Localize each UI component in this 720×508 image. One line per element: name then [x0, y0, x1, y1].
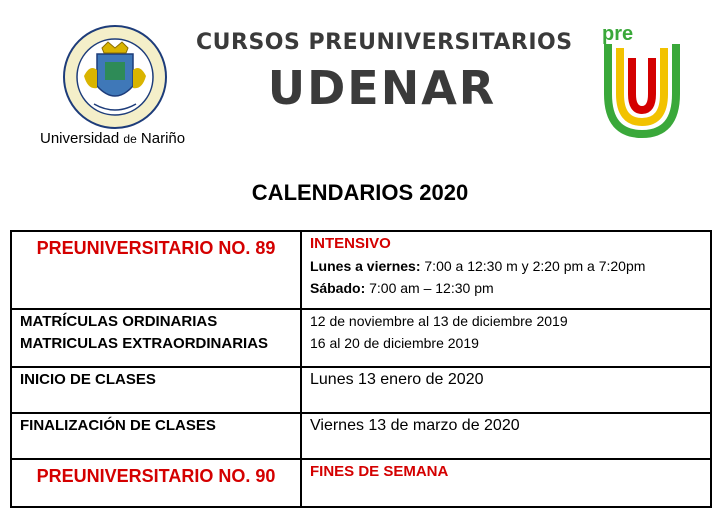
table-row — [11, 413, 711, 459]
preu-logo-icon — [600, 22, 684, 138]
row-label: INICIO DE CLASES — [20, 371, 156, 388]
schedule-title: INTENSIVO — [310, 235, 391, 252]
schedule-title: FINES DE SEMANA — [310, 463, 449, 480]
program-title — [196, 22, 573, 115]
table-row — [11, 309, 711, 367]
group-name: PREUNIVERSITARIO NO. 89 — [36, 238, 276, 258]
university-name: Universidad de Nariño — [40, 130, 186, 147]
schedule-weekday: Lunes a viernes: 7:00 a 12:30 m y 2:20 pm a 7:20pm — [310, 258, 646, 274]
row-value: 12 de noviembre al 13 de diciembre 2019 — [310, 313, 568, 329]
table-row — [11, 367, 711, 413]
table-row — [11, 459, 711, 507]
row-label: MATRÍCULAS ORDINARIAS — [20, 313, 218, 330]
row-value: Lunes 13 enero de 2020 — [310, 371, 484, 388]
university-seal-icon — [62, 24, 168, 130]
table-row — [11, 231, 711, 309]
row-value: 16 al 20 de diciembre 2019 — [310, 335, 479, 351]
program-title-line2: UDENAR — [267, 61, 497, 115]
group-name: PREUNIVERSITARIO NO. 90 — [36, 466, 276, 486]
program-title-line1: CURSOS PREUNIVERSITARIOS — [196, 30, 573, 55]
svg-text:pre: pre — [602, 23, 634, 45]
schedule-saturday: Sábado: 7:00 am – 12:30 pm — [310, 280, 494, 296]
row-value: Viernes 13 de marzo de 2020 — [310, 417, 520, 434]
row-label: FINALIZACIÓN DE CLASES — [20, 417, 216, 434]
calendar-title: CALENDARIOS 2020 — [251, 180, 469, 205]
row-label: MATRICULAS EXTRAORDINARIAS — [20, 335, 269, 352]
document-header — [0, 0, 720, 160]
calendar-table — [10, 230, 712, 508]
